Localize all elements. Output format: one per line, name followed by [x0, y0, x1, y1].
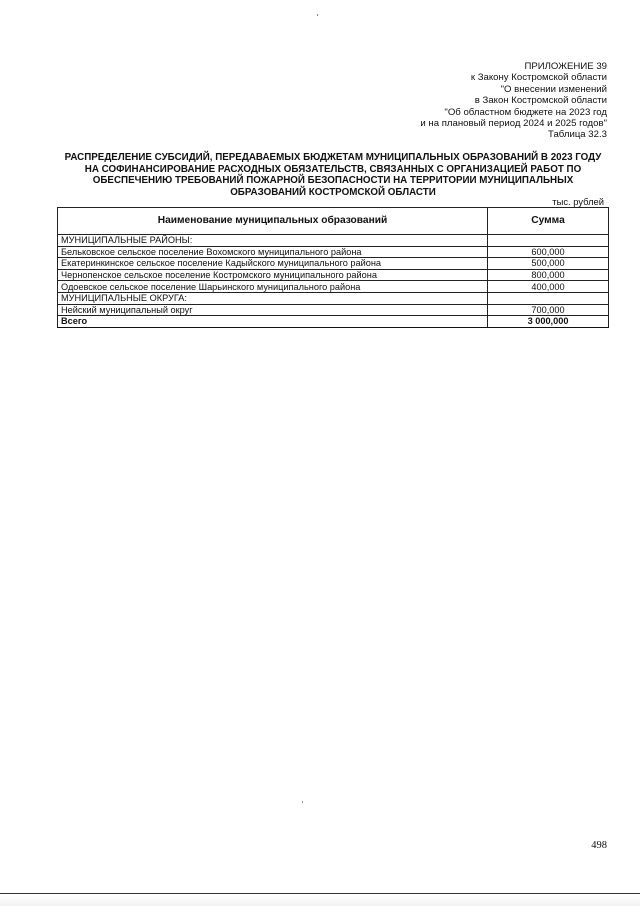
scan-speck: [317, 14, 318, 16]
title-line: ОБЕСПЕЧЕНИЮ ТРЕБОВАНИЙ ПОЖАРНОЙ БЕЗОПАСНОСТИ НА ТЕРРИТОРИИ МУНИЦИПАЛЬНЫХ: [92, 175, 574, 187]
scan-speck: [302, 801, 303, 803]
column-header-name: Наименование муниципальных образований: [58, 208, 488, 235]
row-sum: 600,000: [488, 246, 609, 258]
table-row: [58, 235, 609, 247]
row-sum: 800,000: [488, 269, 609, 281]
row-name: Екатеринкинское сельское поселение Кадыйского муниципального района: [58, 258, 488, 270]
row-sum: [488, 235, 609, 247]
scan-bottom-edge: [0, 893, 640, 906]
row-name: МУНИЦИПАЛЬНЫЕ ОКРУГА:: [58, 292, 488, 304]
row-name: Одоевское сельское поселение Шарьинского муниципального района: [58, 281, 488, 293]
table-row: [58, 269, 609, 281]
row-name: Бельковское сельское поселение Вохомского муниципального района: [58, 246, 488, 258]
total-sum: 3 000,000: [488, 316, 609, 328]
table-header-row: [58, 208, 609, 235]
table-row: [58, 246, 609, 258]
row-name: Чернопенское сельское поселение Костромского муниципального района: [58, 269, 488, 281]
header-line: к Закону Костромской области: [470, 72, 607, 84]
total-label: Всего: [58, 316, 488, 328]
table-row: [58, 281, 609, 293]
header-line: "Об областном бюджете на 2023 год: [444, 106, 607, 118]
page-number: 498: [591, 840, 607, 851]
header-line: ПРИЛОЖЕНИЕ 39: [524, 61, 607, 72]
table-total-row: [58, 316, 609, 328]
row-sum: [488, 292, 609, 304]
row-sum: 400,000: [488, 281, 609, 293]
row-sum: 700,000: [488, 304, 609, 316]
header-line: и на плановый период 2024 и 2025 годов": [420, 118, 607, 130]
title-line: НА СОФИНАНСИРОВАНИЕ РАСХОДНЫХ ОБЯЗАТЕЛЬСТВ, СВЯЗАННЫХ С ОРГАНИЗАЦИЕЙ РАБОТ ПО: [84, 163, 582, 175]
header-line: Таблица 32.3: [548, 129, 607, 141]
header-line: "О внесении изменений: [500, 83, 607, 95]
table-row: [58, 292, 609, 304]
table-row: [58, 258, 609, 270]
title-line: ОБРАЗОВАНИЙ КОСТРОМСКОЙ ОБЛАСТИ: [230, 186, 436, 198]
document-title: [58, 152, 608, 198]
row-sum: 500,000: [488, 258, 609, 270]
appendix-header: [420, 61, 607, 141]
title-line: РАСПРЕДЕЛЕНИЕ СУБСИДИЙ, ПЕРЕДАВАЕМЫХ БЮДЖЕТАМ МУНИЦИПАЛЬНЫХ ОБРАЗОВАНИЙ В 2023 ГОДУ: [64, 152, 602, 163]
table-row: [58, 304, 609, 316]
subsidy-table: [57, 207, 609, 328]
row-name: Нейский муниципальный округ: [58, 304, 488, 316]
column-header-sum: Сумма: [488, 208, 609, 235]
units-label: тыс. рублей: [552, 196, 604, 207]
header-line: в Закон Костромской области: [474, 95, 607, 107]
row-name: МУНИЦИПАЛЬНЫЕ РАЙОНЫ:: [58, 235, 488, 247]
